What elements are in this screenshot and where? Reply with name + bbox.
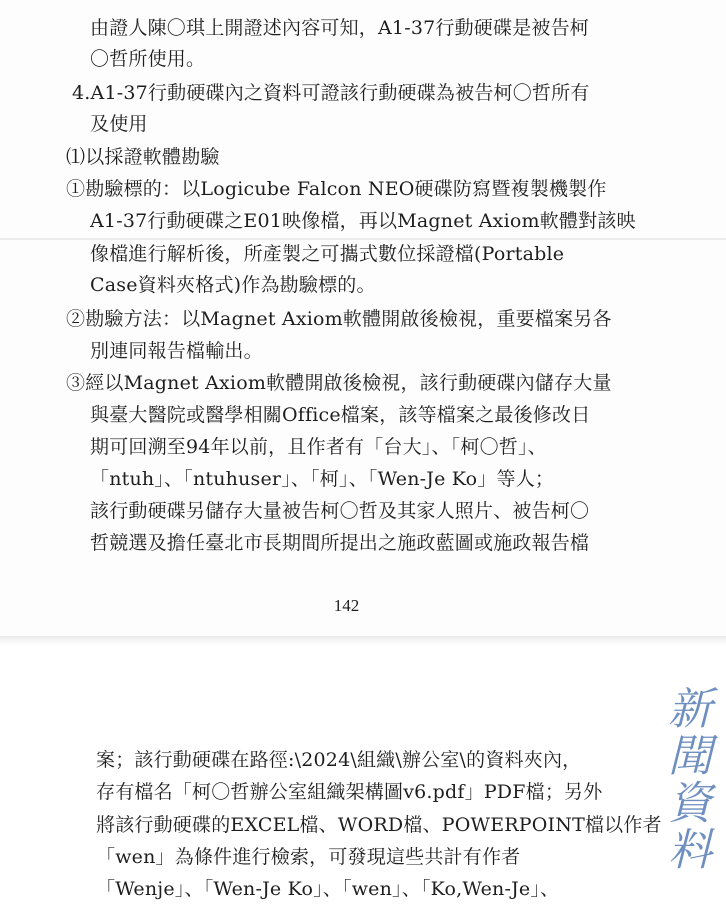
item-3-text: ③經以Magnet Axiom軟體開啟後檢視，該行動硬碟內儲存大量	[66, 372, 612, 394]
stamp-char: 料	[668, 825, 712, 876]
text-line: 期可回溯至94年以前，且作者有「台大」、「柯〇哲」、	[90, 436, 547, 458]
stamp-char: 聞	[668, 731, 712, 782]
scan-artifact-line	[0, 238, 726, 240]
news-material-stamp	[663, 686, 717, 874]
text-line: 及使用	[90, 113, 148, 135]
text-line: 將該行動硬碟的EXCEL檔、WORD檔、POWERPOINT檔以作者	[96, 814, 662, 836]
item-1-text: ①勘驗標的：以Logicube Falcon NEO硬碟防寫暨複製機製作	[66, 178, 607, 200]
text-line: 哲競選及擔任臺北市長期間所提出之施政藍圖或施政報告檔	[90, 532, 590, 554]
text-line: A1-37行動硬碟之E01映像檔，再以Magnet Axiom軟體對該映	[90, 210, 636, 232]
text-line: 「Wenje」、「Wen-Je Ko」、「wen」、「Ko,Wen-Je」、	[96, 878, 560, 900]
text-line: 該行動硬碟另儲存大量被告柯〇哲及其家人照片、被告柯〇	[90, 500, 590, 522]
page-number: 142	[333, 596, 360, 615]
subsection-heading-1: ⑴以採證軟體勘驗	[66, 146, 220, 168]
text-line: 「ntuh」、「ntuhuser」、「柯」、「Wen-Je Ko」等人；	[90, 468, 555, 490]
text-line: 「wen」為條件進行檢索，可發現這些共計有作者	[96, 846, 521, 868]
text-line: 由證人陳〇琪上開證述內容可知，A1-37行動硬碟是被告柯	[90, 17, 590, 39]
text-line: 像檔進行解析後，所產製之可攜式數位採證檔(Portable	[90, 243, 565, 265]
text-line: 案；該行動硬碟在路徑:\2024\組織\辦公室\的資料夾內，	[96, 749, 582, 771]
text-line: 別連同報告檔輸出。	[90, 340, 263, 362]
text-line: 存有檔名「柯〇哲辦公室組織架構圖v6.pdf」PDF檔；另外	[96, 781, 603, 803]
item-2-text: ②勘驗方法：以Magnet Axiom軟體開啟後檢視，重要檔案另各	[66, 308, 612, 330]
stamp-char: 資	[668, 778, 712, 829]
page-separator	[0, 636, 726, 646]
text-line: Case資料夾格式)作為勘驗標的。	[90, 274, 376, 296]
section-heading-4: 4.A1-37行動硬碟內之資料可證該行動硬碟為被告柯〇哲所有	[72, 82, 590, 104]
text-line: 與臺大醫院或醫學相關Office檔案，該等檔案之最後修改日	[90, 404, 591, 426]
stamp-char: 新	[668, 684, 712, 735]
document-page-bottom	[0, 646, 726, 917]
text-line: 〇哲所使用。	[90, 48, 206, 70]
